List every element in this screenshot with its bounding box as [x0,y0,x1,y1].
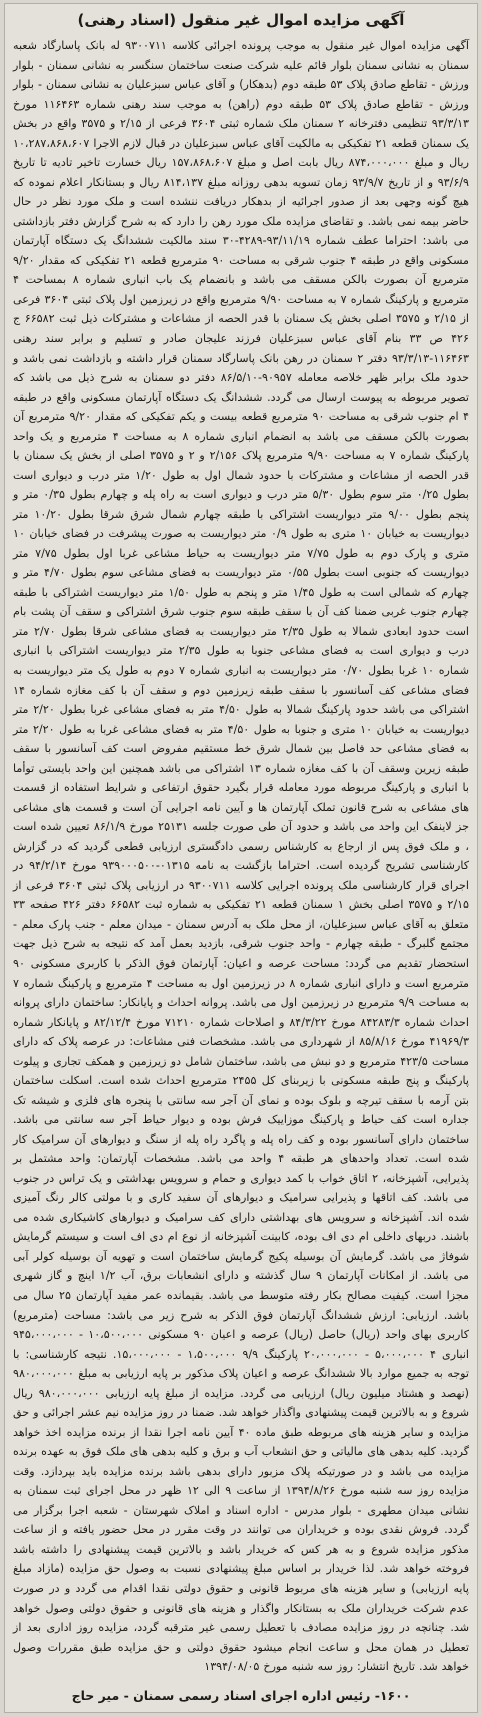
notice-paragraph: آگهی مزایده اموال غیر منقول به موجب پرونده اجرائی کلاسه ۹۳۰۰۷۱۱ له بانک پاسارگاد شعبه سمنان به نشانی سمنان بلوار قائم علیه شرکت صنعت ساختمان سنگسر به نشانی سمنان - بلوار ورزش - تقاطع صادق پلاک ۵۳ طبقه دوم (بدهکار) و آقای عباس سبزعلیان به نشانی سمنان - بلوار ورزش - تقاطع صادق پلاک ۵۳ طبقه دوم (راهن) به موجب سند رهنی شماره ۱۱۶۴۶۳ مورخ ۹۳/۳/۱۳ تنظیمی دفترخانه ۲ سمنان ملک شماره ثبتی ۳۶۰۴ فرعی از ۲/۱۵ و ۳۵۷۵ واقع در بخش یک سمنان قطعه ۲۱ تفکیکی به مالکیت آقای عباس سبزعلیان در قبال لازم الاجرا ۱۰،۲۸۷،۸۶۸،۶۰۷ ریال و مبلغ ۸۷۴،۰۰۰،۰۰۰ ریال بابت اصل و مبلغ ۱۵۷،۸۶۸،۶۰۷ ریال خسارت تاخیر تادیه تا تاریخ ۹۳/۶/۹ و از تاریخ ۹۳/۹/۷ زمان تسویه بدهی روزانه مبلغ ۸۱۴،۱۳۷ ریال و بستانکار اعلام نموده که هیچ گونه وجهی بعد از صدور اجرائیه از بدهکار دریافت ننشده است و ملک مورد نظر در حال حاضر بیمه نمی باشد. و تقاضای مزایده ملک مورد رهن را دارد که به شرح گزارش دفتر بازداشتی می باشد: احتراما عطف شماره ۹۳/۱۱/۱۹-۴۲۸۹-۳۰ سند مالکیت ششدانگ یک دستگاه آپارتمان مسکونی واقع در طبقه ۴ جنوب شرقی به مساحت ۹۰ مترمربع قطعه ۲۱ تفکیکی که مقدار ۹/۲۰ مترمربع آن بصورت بالکن مسقف می باشد و بانضمام یک باب انباری شماره ۸ بمساحت ۴ مترمربع و پارکینگ شماره ۷ به مساحت ۹/۹۰ مترمربع واقع در زیرزمین اول پلاک ثبتی ۳۶۰۴ فرعی از ۲/۱۵ و ۳۵۷۵ اصلی بخش یک سمنان با قدر الحصه از مشاعات و مشترکات ذیل ثبت ۶۶۵۸۲ ج ۴۲۶ ص ۳۳ بنام آقای عباس سبزعلیان فرزند علیجان صادر و تسلیم و برابر سند رهنی ۱۱۶۴۶۳-۹۳/۳/۱۳ دفتر ۲ سمنان در رهن بانک پاسارگاد سمنان قرار داشته و بازداشت نمی باشد و حدود ملک برابر ظهر خلاصه معامله ۹۰۹۵۷-۸۶/۵/۱۰ دفتر دو سمنان به شرح ذیل می باشد که تصویر مربوطه به پیوست ارسال می گردد. ششدانگ یک دستگاه آپارتمان مسکونی واقع در طبقه ۴ ام جنوب شرقی به مساحت ۹۰ مترمربع قطعه بیست و یکم تفکیکی که مقدار ۹/۲۰ مترمربع آن بصورت بالکن مسقف می باشد به انضمام انباری شماره ۸ به مساحت ۴ مترمربع و یک واحد پارکینگ شماره ۷ به مساحت ۹/۹۰ مترمربع پلاک ۲/۱۵۶ و ۲ و ۳۵۷۵ اصلی از بخش یک سمنان با قدر الحصه از مشاعات و مشترکات با حدود شمال اول به طول ۱/۲۰ متر درب و دیواری است بطول ۰/۲۵ متر سوم بطول ۵/۳۰ متر درب و دیواری است به راه پله و چهارم بطول ۰/۳۵ متر و پنجم بطول ۹/۰۰ متر دیواریست اشتراکی با طبقه چهارم شمال شرق شرقا بطول ۱۰/۲۰ متر دیواریست به خیابان ۱۰ متری به طول ۰/۹ متر دیواریست به صورت پیشرفت در فضای خیابان ۱۰ متری و پارک دوم به طول ۷/۷۵ متر دیواریست به حیاط مشاعی غربا اول بطول ۷/۷۵ متر دیواریست که جنوبی است بطول ۰/۵۵ متر دیواریست به فضای مشاعی سوم بطول ۴/۷۰ متر و چهارم که شمالی است به طول ۱/۴۵ متر و پنجم به طول ۱/۵۰ متر دیواریست اشتراکی با طبقه چهارم جنوب غربی ضمنا کف آن با سقف طبقه سوم جنوب شرق اشتراکی و سقف آن پشت بام است حدود ابعادی شمالا به طول ۲/۳۵ متر دیواریست به فضای مشاعی شرقا بطول ۲/۷۰ متر درب و دیواری است به فضای مشاعی جنوبا به طول ۲/۳۵ متر دیواریست اشتراکی با انباری شماره ۱۰ غربا بطول ۰/۷۰ متر دیواریست به انباری شماره ۷ دوم به طول یک متر دیواریست به فضای مشاعی کف آسانسور با سقف طبقه زیرزمین دوم و سقف آن با کف مغازه شماره ۱۴ اشتراکی می باشد حدود پارکینگ شمالا به طول ۴/۵۰ متر به فضای مشاعی غربا بطول ۲/۲۰ متر دیواریست به خیابان ۱۰ متری و جنوبا به طول ۴/۵۰ متر به فضای مشاعی غربا به طول ۲/۲۰ متر به فضای مشاعی حد فاصل بین شمال شرق خط مستقیم مفروض است کف آسانسور با سقف طبقه زیرین وسقف آن با کف مغازه شماره ۱۳ اشتراکی می باشد همچنین این واحد بایستی توأما با انباری و پارکینگ مربوطه مورد معامله قرار بگیرد حقوق ارتفاعی و شرایط استفاده از قسمت های مشاعی به شرح قانون تملک آپارتمان ها و آیین نامه اجرایی آن است و قسمت های مشاعی جز لاینفک این واحد می باشد و حدود آن طی صورت جلسه ۲۵۱۳۱ مورخ ۸۶/۱/۹ تعیین شده است ، و ملک فوق پس از ارجاع به کارشناس رسمی دادگستری ارزیابی قطعی گردید که در گزارش کارشناسی تشریح گردیده است. احتراما بازگشت به نامه ۰۱۳۱۵-۹۳۹۰۰۰۵۰۰ مورخ ۹۴/۲/۱۴ در اجرای قرار کارشناسی ملک پرونده اجرایی کلاسه ۹۳۰۰۷۱۱ در ارزیابی پلاک ثبتی ۳۶۰۴ فرعی از ۲/۱۵ و ۳۵۷۵ اصلی بخش ۱ سمنان قطعه ۲۱ تفکیکی به شماره ثبت ۶۶۵۸۲ دفتر ۴۲۶ صفحه ۳۳ متعلق به آقای عباس سبزعلیان، از محل ملک به آدرس سمنان - میدان معلم - جنب پارک معلم - مجتمع گلبرگ - طبقه چهارم - واحد جنوب شرقی، بازدید بعمل آمد که نتیجه به شرح ذیل جهت استحضار تقدیم می گردد: مساحت عرصه و اعیان: آپارتمان فوق الذکر با کاربری مسکونی ۹۰ مترمربع است و دارای انباری شماره ۸ در زیرزمین اول به مساحت ۴ مترمربع و پارکینگ شماره ۷ به مساحت ۹/۹ مترمربع در زیرزمین اول می باشد. پروانه احداث و پایانکار: ساختمان دارای پروانه احداث شماره ۸۴۲۸۳/۳ مورخ ۸۴/۳/۲۲ و اصلاحات شماره ۷۱۲۱۰ مورخ ۸۲/۱۲/۴ و پایانکار شماره ۴۱۹۶۹/۳ مورخ ۸۵/۸/۱۶ از شهرداری می باشد. مشخصات فنی مشاعات: در عرصه پلاک که دارای مساحت ۴۲۳/۵ مترمربع و دو نبش می باشد، ساختمان شامل دو زیرزمین و همکف تجاری و پیلوت پارکینگ و پنج طبقه مسکونی با زیربنای کل ۲۴۵۵ مترمربع احداث شده است. اسکلت ساختمان بتن آرمه با سقف تیرچه و بلوک بوده و نمای آن آجر سه سانتی با پنجره های فلزی و شیشه تک جداره است کف حیاط و پارکینگ موزاییک فرش بوده و دیوار حیاط آجر سه سانتی می باشد. ساختمان دارای آسانسور بوده و کف راه پله و پاگرد راه پله از سنگ و دیوارهای آن سرامیک کار شده است. تعداد واحدهای هر طبقه ۴ واحد می باشد. مشخصات آپارتمان: واحد مشتمل بر پذیرایی، آشپزخانه، ۲ اتاق خواب با کمد دیواری و حمام و سرویس بهداشتی و یک تراس در جنوب می باشد. کف اتاقها و پذیرایی سرامیک و دیوارهای آن سفید کاری و با مولتی کالر رنگ آمیزی شده اند. آشپزخانه و سرویس های بهداشتی دارای کف سرامیک و دیوارهای کاشیکاری شده می باشند. دربهای داخلی ام دی اف بوده، کابینت آشپزخانه از نوع ام دی اف است و سیستم گرمایش شوفاژ می باشد. گرمایش آن بوسیله پکیج گرمایش ساختمان است و تهویه آن بوسیله کولر آبی می باشد. از امکانات آپارتمان ۹ سال گذشته و دارای انشعابات برق، آب ۱/۲ اینچ و گاز شهری مجزا است. کیفیت مصالح بکار رفته متوسط می باشد. بقیمانده عمر مفید آپارتمان ۲۵ سال می باشد. ارزیابی: ارزش ششدانگ آپارتمان فوق الذکر به شرح زیر می باشد: مساحت (مترمربع) کاربری بهای واحد (ریال) حاصل (ریال) عرصه و اعیان ۹۰ مسکونی ۱۰،۵۰۰،۰۰۰ - ۹۴۵،۰۰۰،۰۰۰ انباری ۴ ۵،۰۰۰،۰۰۰ - ۲۰،۰۰۰،۰۰۰ پارکینگ ۹/۹ ۱،۵۰۰،۰۰۰ - ۱۵،۰۰۰،۰۰۰. نتیجه کارشناسی: با توجه به جمیع موارد بالا ششدانگ عرصه و اعیان پلاک مذکور بر پایه ارزیابی به مبلغ ۹۸۰،۰۰۰،۰۰۰ (نهصد و هشتاد میلیون ریال) ارزیابی می گردد. مزایده از مبلغ پایه ارزیابی ۹۸۰،۰۰۰،۰۰۰ ریال شروع و به بالاترین قیمت پیشنهادی واگذار خواهد شد. ضمنا در روز مزایده نیم عشر اجرائی و حق مزایده و سایر هزینه های مربوطه طبق ماده ۴۰ آیین نامه اجرا نقدا از برنده مزایده اخذ خواهد گردید. کلیه بدهی های مالیاتی و حق انشعاب آب و برق و کلیه بدهی های ملک فوق به عهده برنده مزایده می باشد و در صورتیکه پلاک مزبور دارای بدهی باشد برنده مزایده باید بپردازد. وقت مزایده روز سه شنبه مورخ ۱۳۹۴/۸/۲۶ از ساعت ۹ الی ۱۲ ظهر در محل اجرای ثبت سمنان به نشانی میدان مطهری - بلوار مدرس - اداره اسناد و املاک شهرستان - شعبه اجرا برگزار می گردد. فروش نقدی بوده و خریداران می توانند در وقت مقرر در محل حضور یافته و از ساعت مذکور مزایده شروع و به هر کس که خریدار باشد و بالاترین قیمت پیشنهادی را داشته باشد فروخته خواهد شد. لذا خریدار بر اساس مبلغ پیشنهادی نسبت به وصول حق مزایده (مازاد مبلغ پایه ارزیابی) و سایر هزینه های مربوط قانونی و حقوق دولتی نقدا اقدام می گردد و در صورت عدم شرکت خریداران ملک به بستانکار واگذار و هزینه های قانونی و حقوق دولتی وصول خواهد شد. چنانچه در روز مزایده مصادف با تعطیل رسمی غیر مترقبه گردد، مزایده روز اداری بعد از تعطیل در همان محل و ساعت انجام میشود حقوق دولتی و حق مزایده طبق مقررات وصول خواهد شد. تاریخ انتشار: روز سه شنبه مورخ ۱۳۹۴/۰۸/۰۵ [13,39,470,1674]
notice-body [5,32,477,1677]
auction-notice-clipping [4,3,478,1713]
notice-title: آگهی مزایده اموال غیر منقول (اسناد رهنی) [77,11,405,29]
notice-signature: ۱۶۰۰- رئیس اداره اجرای اسناد رسمی سمنان - میر حاج [71,1688,411,1703]
